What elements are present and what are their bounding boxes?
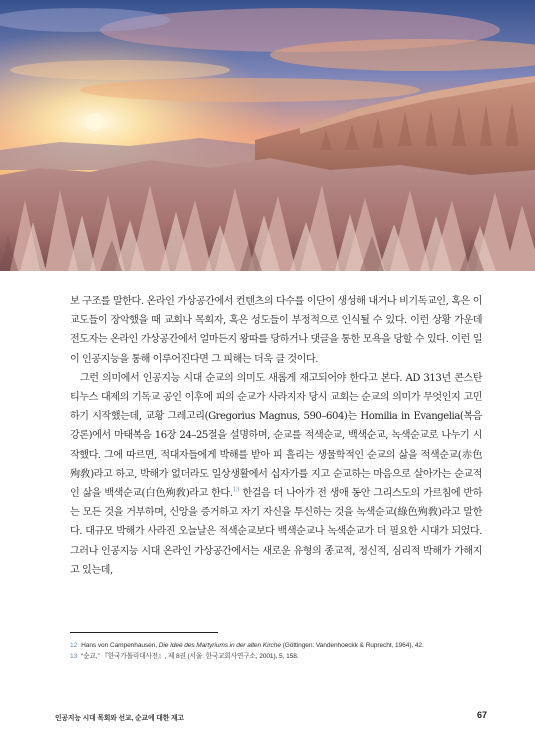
paragraph-text: 한걸음 더 나아가 전 생애 동안 그리스도의 가르침에 반하는 모든 것을 거부하며, 신앙을 증거하고 자기 자신을 투신하는 것을 녹색순교(綠色殉敎)라고 말한다. 대규모 박해가 사라진 오늘날은 적색순교보다 백색순교나 녹색순교가 더 필요한 시대가 되었다. 그러나 인공지능 시대 온라인 가상공간에서는 새로운 유형의 종교적, 정신적, 심리적 박해가 가해지고 있는데,: [70, 488, 483, 576]
footnote-text: (Göttingen: Vandenhoeckk & Ruprecht, 1964), 42.: [280, 642, 424, 649]
page-number: 67: [476, 710, 487, 720]
paragraph: [70, 369, 482, 580]
footnote-divider: [70, 632, 218, 633]
footnotes: [70, 640, 490, 662]
footnote-text: Hans von Campenhausen,: [81, 642, 159, 649]
footnote-text: “순교,” 『한국가톨릭대사전』, 제 8권 (서울: 한국교회사연구소, 2001), 5, 158.: [81, 653, 299, 660]
footnote: [70, 651, 490, 662]
paragraph: 보 구조를 말한다. 온라인 가상공간에서 컨텐츠의 다수를 이단이 생성해 내거나 비기독교인, 혹은 이교도들이 장악했을 때 교회나 목회자, 혹은 성도들이 부정적으로 인식될 수 있다. 이런 상황 가운데 전도자는 온라인 가상공간에서 얼마든지 왕따를 당하거나 댓글을 통한 모욕을 당할 수 있다. 이런 일이 인공지능을 통해 이루어진다면 그 피해는 더욱 클 것이다.: [70, 296, 482, 365]
footnote-book-title: Die Idee des Martyriums in der alten Kirche: [158, 642, 281, 649]
paragraph-text: 그런 의미에서 인공지능 시대 순교의 의미도 새롭게 재고되어야 한다고 본다. AD 313년 콘스탄티누스 대제의 기독교 공인 이후에 피의 순교가 사라지자 당시 교회는 순교의 의미가 무엇인지 고민하기 시작했는데, 교황 그레고리(Gregorius Magnus, 590–604)는 Homilia in Evangelia(복음 강론)에서 마태복음 16장 24–25절을 설명하며, 순교를 적색순교, 백색순교, 녹색순교로 나누기 시작했다. 그에 따르면, 적대자들에게 박해를 받아 피 흘리는 생물학적인 순교의 삶을 적색순교(赤色殉敎)라고 하고, 박해가 없더라도 일상생활에서 십자가를 지고 순교하는 마음으로 살아가는 순교적인 삶을 백색순교(白色殉敎)라고 한다.: [70, 372, 482, 500]
footnote-marker: 13: [232, 486, 240, 494]
hero-landscape-image: [0, 0, 535, 271]
footnote-number: 12: [70, 642, 78, 649]
footnote: [70, 640, 490, 651]
footnote-number: 13: [70, 653, 78, 660]
running-title: 인공지능 시대 목회와 선교, 순교에 대한 재고: [55, 715, 184, 722]
body-text: [70, 292, 482, 580]
